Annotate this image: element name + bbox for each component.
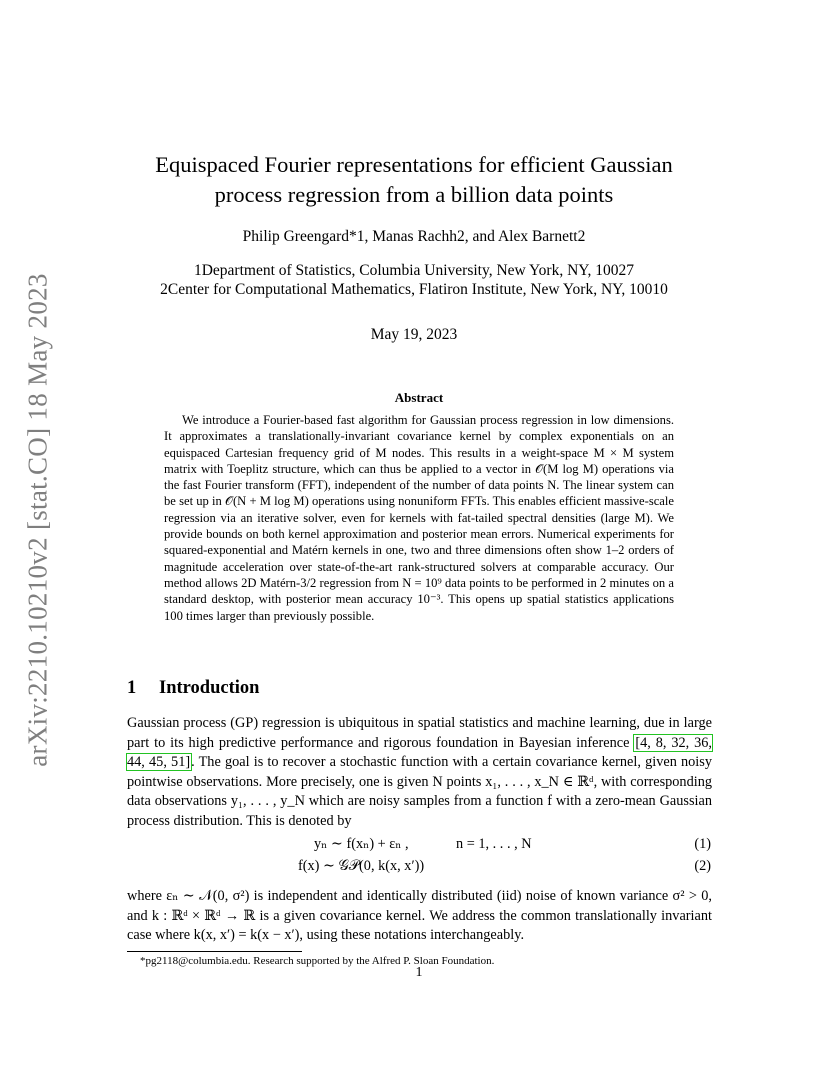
title-line-1: Equispaced Fourier representations for efficient Gaussian <box>155 152 673 177</box>
authors: Philip Greengard*1, Manas Rachh2, and Alex Barnett2 <box>242 228 586 245</box>
affiliation-2: 2Center for Computational Mathematics, Flatiron Institute, New York, NY, 10010 <box>160 281 668 298</box>
equation-1-number: (1) <box>694 836 711 852</box>
footnote-divider <box>127 951 302 952</box>
paper-title <box>0 150 828 210</box>
intro-paragraph-1 <box>127 714 712 832</box>
date: May 19, 2023 <box>370 326 458 343</box>
equation-1-lhs: yₙ ∼ f(xₙ) + εₙ , <box>314 836 409 852</box>
intro-text-b: . The goal is to recover a stochastic function with a certain covariance kernel, given noisy pointwise observations. More precisely, one is given N points x₁, . . . , x_N ∈ ℝᵈ, with corresponding data observations y₁, . . . , y_N which are noisy samples from a function f with a zero-mean Gaussian process distribution. This is denoted by <box>127 754 712 829</box>
abstract-body: We introduce a Fourier-based fast algorithm for Gaussian process regression in low dimensions. It approximates a translationally-invariant covariance kernel by complex exponentials on an equispaced Cartesian frequency grid of M nodes. This results in a weight-space M × M system matrix with Toeplitz structure, which can thus be applied to a vector in 𝒪(M log M) operations via the fast Fourier transform (FFT), independent of the number of data points N. The linear system can be set up in 𝒪(N + M log M) operations using nonuniform FFTs. This enables efficient massive-scale regression via an iterative solver, even for kernels with fat-tailed spectral densities (large M). We provide bounds on both kernel approximation and posterior mean errors. Numerical experiments for squared-exponential and Matérn kernels in one, two and three dimensions often show 1–2 orders of magnitude acceleration over state-of-the-art rank-structured solvers at comparable accuracy. Our method allows 2D Matérn-3/2 regression from N = 10⁹ data points to be performed in 2 minutes on a standard desktop, with posterior mean accuracy 10⁻³. This opens up spatial statistics applications 100 times larger than previously possible. <box>164 413 674 623</box>
intro-text-a: Gaussian process (GP) regression is ubiquitous in spatial statistics and machine learning, due in large part to its high predictive performance and rigorous foundation in Bayesian inference <box>127 715 712 751</box>
arxiv-identifier: arXiv:2210.10210v2 [stat.CO] 18 May 2023 <box>22 273 53 767</box>
title-line-2: process regression from a billion data points <box>214 182 614 207</box>
section-title: Introduction <box>159 678 260 698</box>
citation-links[interactable]: [4, 8, 32, 36, 44, 45, 51] <box>127 734 712 771</box>
abstract-heading: Abstract <box>394 390 444 405</box>
equation-2-number: (2) <box>694 858 711 874</box>
page-number: 1 <box>415 965 423 980</box>
section-number: 1 <box>127 678 137 698</box>
footnote: *pg2118@columbia.edu. Research supported by the Alfred P. Sloan Foundation. <box>140 955 495 967</box>
intro-paragraph-2: where εₙ ∼ 𝒩(0, σ²) is independent and identically distributed (iid) noise of known variance σ² > 0, and k : ℝᵈ × ℝᵈ → ℝ is a given covariance kernel. We address the common translationally invariant case where k(x, x′) = k(x − x′), using these notations interchangeably. <box>127 888 712 944</box>
affiliation-1: 1Department of Statistics, Columbia University, New York, NY, 10027 <box>193 262 634 279</box>
section-heading <box>127 678 259 699</box>
equation-2: f(x) ∼ 𝒢𝒫(0, k(x, x′)) <box>298 858 425 874</box>
equation-1-rhs: n = 1, . . . , N <box>456 836 532 852</box>
